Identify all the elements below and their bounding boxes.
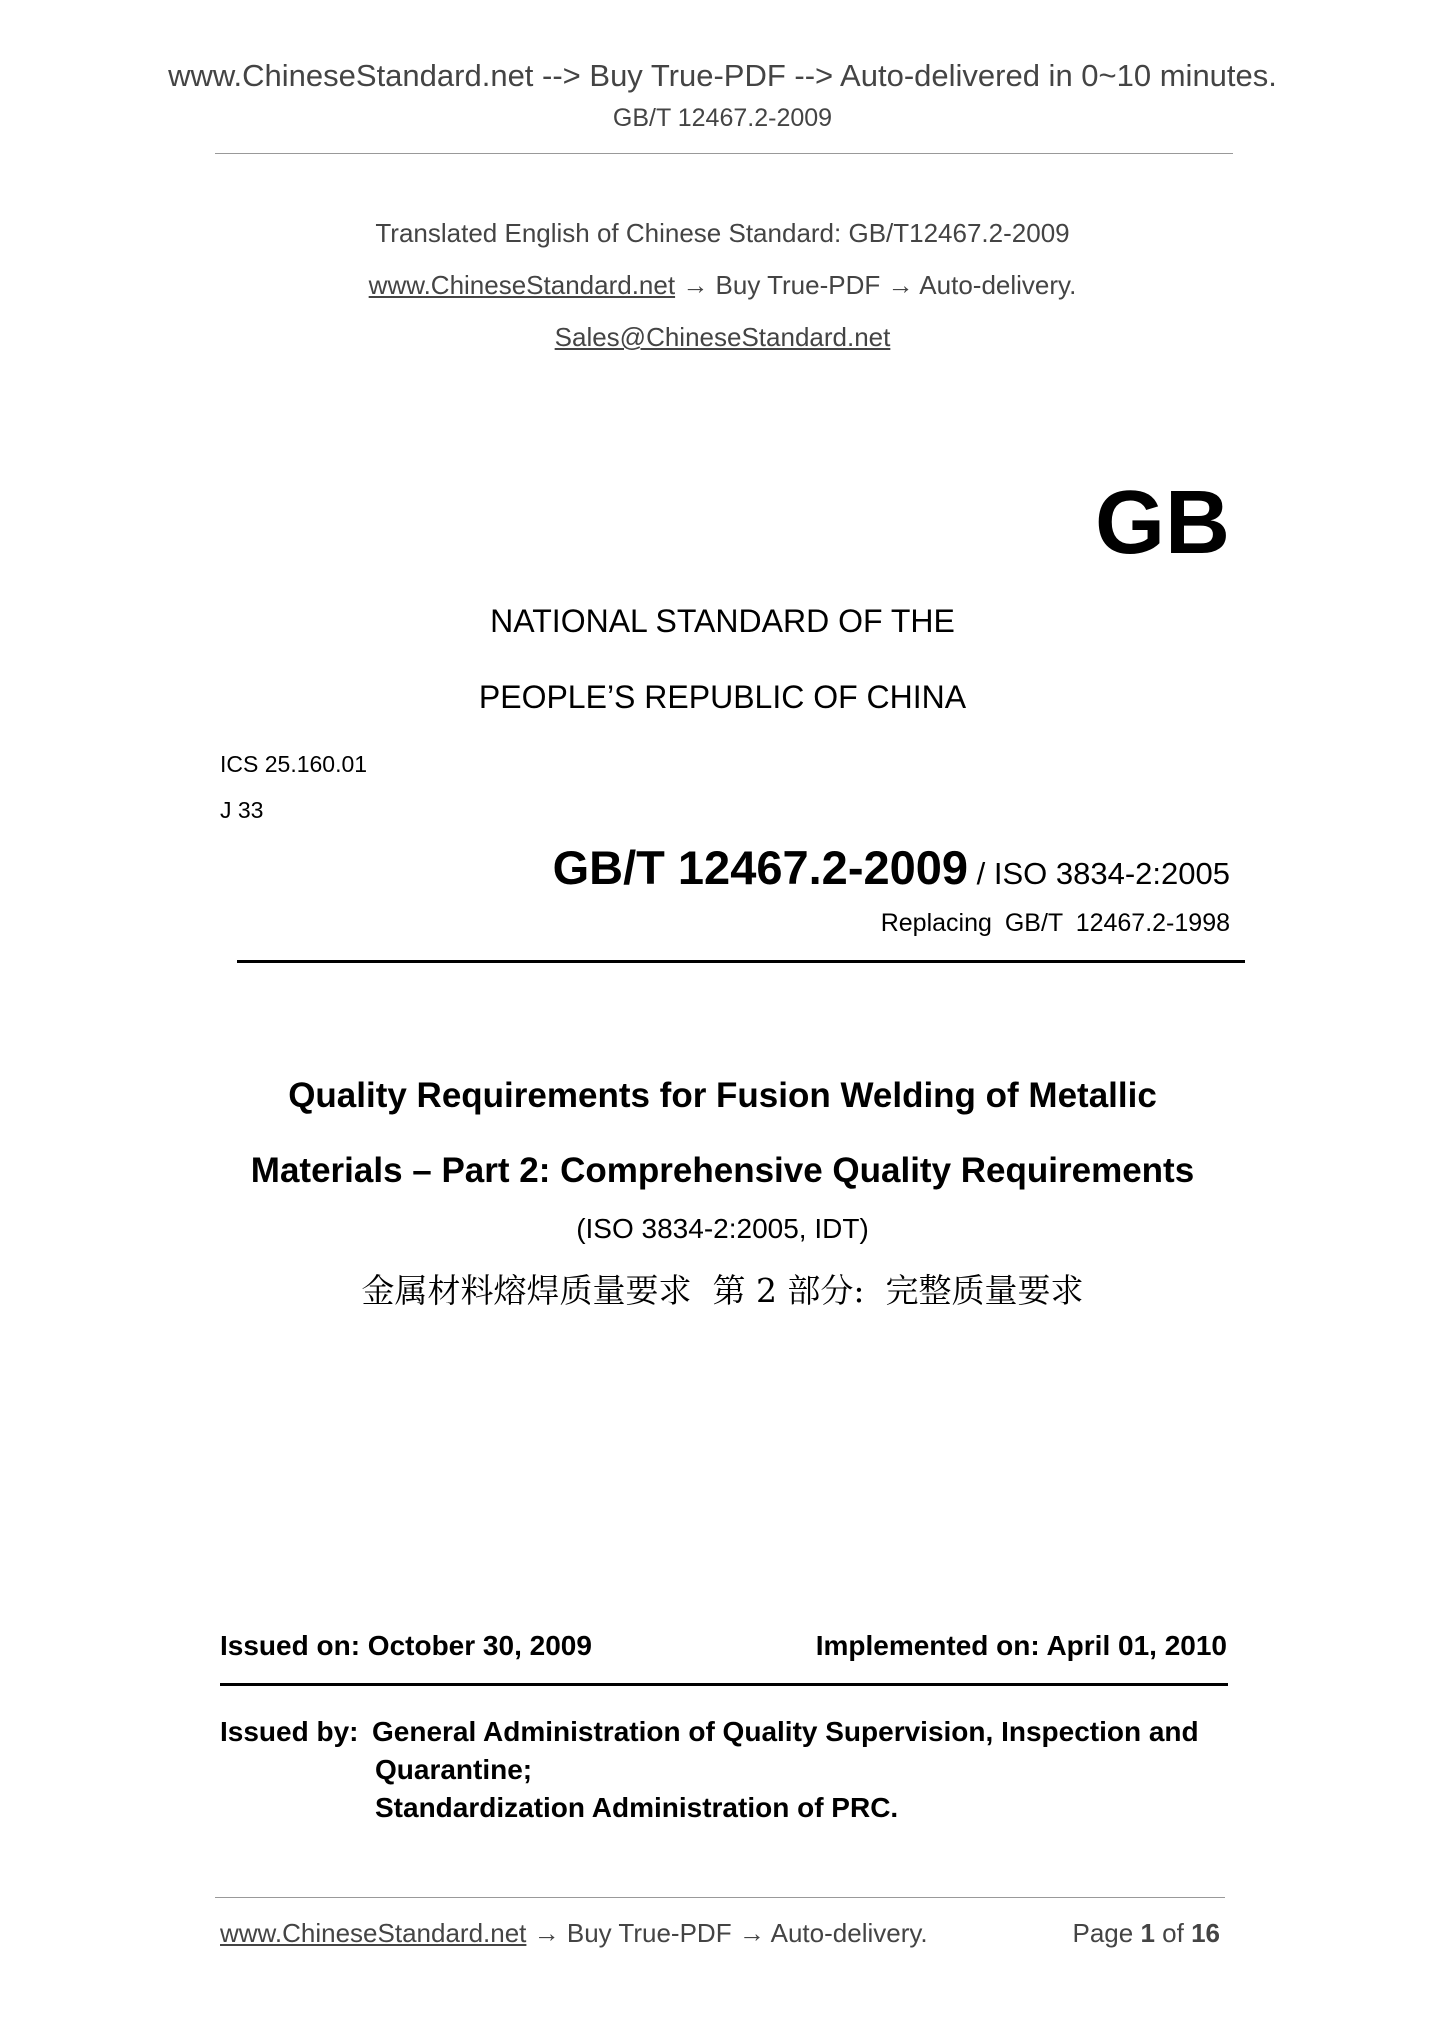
issued-by-label: Issued by: (220, 1716, 359, 1747)
intro-delivery-text: Auto-delivery. (919, 270, 1077, 300)
arrow-right-icon: → (533, 1918, 560, 1948)
intro-email-line (0, 322, 1445, 353)
header-divider (215, 153, 1233, 154)
footer-delivery-text: Auto-delivery. (770, 1918, 928, 1948)
replacing-line (600, 909, 1230, 938)
header-banner: www.ChineseStandard.net --> Buy True-PDF --> Auto-delivered in 0~10 minutes. (168, 58, 1277, 93)
dates-divider (220, 1683, 1228, 1686)
intro-site-link[interactable]: www.ChineseStandard.net (368, 270, 676, 300)
of-label: of (1162, 1918, 1184, 1948)
national-standard-line2: PEOPLE’S REPUBLIC OF CHINA (478, 679, 967, 715)
implemented-date: Implemented on: April 01, 2010 (815, 1630, 1227, 1661)
replacing-label: Replacing (880, 909, 992, 937)
footer-divider (215, 1897, 1225, 1898)
chinese-title: 金属材料熔焊质量要求 第 2 部分: 完整质量要求 (361, 1271, 1084, 1310)
title-line2: Materials – Part 2: Comprehensive Quality Requirements (250, 1151, 1195, 1190)
footer-site-link[interactable]: www.ChineseStandard.net (220, 1918, 527, 1948)
issued-date: Issued on: October 30, 2009 (220, 1630, 592, 1661)
gb-mark: GB (1095, 473, 1230, 573)
title-divider (237, 960, 1245, 963)
arrow-right-icon: → (682, 270, 709, 300)
issuer-line2: Quarantine; (375, 1754, 533, 1785)
intro-buy-text: Buy True-PDF (715, 270, 881, 300)
page-current: 1 (1140, 1918, 1155, 1948)
iso-equivalent: / ISO 3834-2:2005 (968, 856, 1230, 891)
header-standard-number: GB/T 12467.2-2009 (612, 104, 833, 132)
iso-identity-note: (ISO 3834-2:2005, IDT) (576, 1213, 869, 1244)
issuer-line1: General Administration of Quality Supervision, Inspection and (372, 1716, 1199, 1747)
replacing-number: GB/T 12467.2-1998 (1004, 909, 1230, 937)
standard-number-line (400, 838, 1230, 910)
arrow-right-icon: → (887, 270, 914, 300)
national-standard-line1: NATIONAL STANDARD OF THE (490, 603, 955, 639)
intro-buy-line (0, 270, 1445, 301)
standard-number: GB/T 12467.2-2009 (552, 841, 969, 894)
ics-code: ICS 25.160.01 (220, 751, 368, 777)
page-total: 16 (1191, 1918, 1220, 1948)
translated-notice: Translated English of Chinese Standard: GB/T12467.2-2009 (375, 218, 1070, 248)
page-label: Page (1072, 1918, 1134, 1948)
page-indicator (900, 1918, 1220, 1949)
sales-email-link[interactable]: Sales@ChineseStandard.net (554, 322, 891, 352)
footer-buy-line (220, 1918, 928, 1949)
footer-buy-text: Buy True-PDF (566, 1918, 732, 1948)
title-line1: Quality Requirements for Fusion Welding of Metallic (288, 1076, 1157, 1115)
ccs-code: J 33 (220, 797, 264, 823)
issuer-line3: Standardization Administration of PRC. (375, 1792, 899, 1823)
arrow-right-icon: → (738, 1918, 765, 1948)
